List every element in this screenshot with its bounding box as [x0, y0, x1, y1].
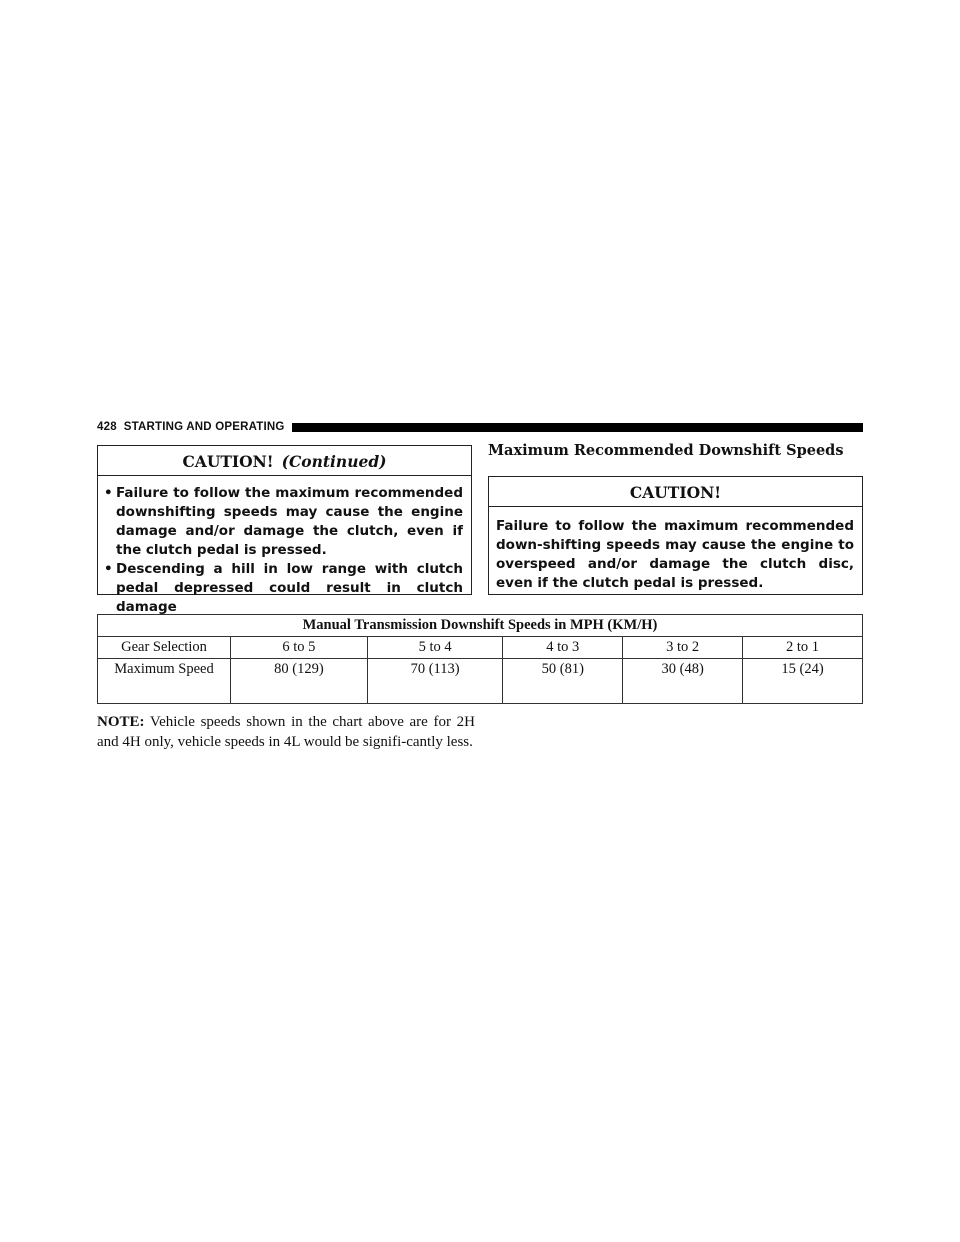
caution-continued-title: CAUTION! (Continued) — [98, 446, 471, 476]
table-caption: Manual Transmission Downshift Speeds in MPH (KM/H) — [98, 615, 863, 637]
table-row: Maximum Speed 80 (129) 70 (113) 50 (81) 30 (48) 15 (24) — [98, 659, 863, 704]
caution-item: • Failure to follow the maximum recommended downshifting speeds may cause the engine damage and/or damage the clutch, even if the clutch pedal is pressed. — [104, 485, 463, 558]
table-row: Gear Selection 6 to 5 5 to 4 4 to 3 3 to 2 2 to 1 — [98, 637, 863, 659]
continued-label: (Continued) — [281, 452, 387, 471]
caution-title: CAUTION! — [489, 477, 862, 507]
caution-continued-box — [97, 445, 472, 615]
page-number: 428 — [97, 421, 117, 433]
downshift-speeds-table — [97, 614, 863, 704]
note-paragraph — [97, 712, 475, 752]
caution-text: Failure to follow the maximum recommended down-shifting speeds may cause the engine to overspeed and/or damage the clutch disc, even if the clutch pedal is pressed. — [496, 518, 854, 591]
header-rule — [292, 423, 863, 432]
note-text: Vehicle speeds shown in the chart above are for 2H and 4H only, vehicle speeds in 4L would be signifi-cantly less. — [97, 714, 475, 750]
page-header — [97, 419, 863, 435]
caution-list — [98, 476, 471, 617]
note-label: NOTE: — [97, 714, 145, 730]
caution-item: • Descending a hill in low range with clutch pedal depressed could result in clutch damage — [104, 561, 463, 615]
downshift-heading: Maximum Recommended Downshift Speeds — [488, 442, 844, 459]
caution-box — [488, 476, 863, 595]
section-title: STARTING AND OPERATING — [123, 421, 285, 433]
